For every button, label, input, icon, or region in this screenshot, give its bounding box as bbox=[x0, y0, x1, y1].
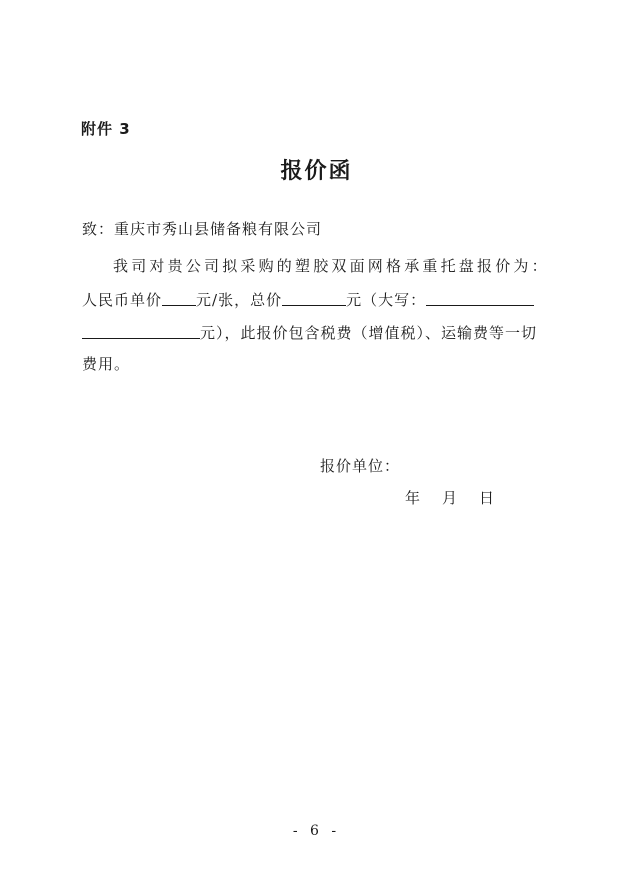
body-line-1: 我司对贵公司拟采购的塑胶双面网格承重托盘报价为： bbox=[113, 257, 550, 275]
date-month: 月 bbox=[442, 489, 458, 507]
date-day: 日 bbox=[479, 489, 495, 507]
unit-price-label: 人民币单价 bbox=[82, 291, 163, 309]
attachment-label: 附件 3 bbox=[81, 120, 131, 138]
body-line-4: 费用。 bbox=[82, 355, 131, 373]
body-line-3 bbox=[82, 322, 537, 343]
date-line bbox=[405, 487, 516, 508]
body-line-2 bbox=[82, 289, 534, 310]
page-number: - 6 - bbox=[292, 823, 341, 839]
total-price-blank[interactable] bbox=[282, 289, 346, 306]
capital-amount-blank-2[interactable] bbox=[82, 322, 200, 339]
page-title: 报价函 bbox=[280, 159, 353, 184]
unit-price-blank[interactable] bbox=[162, 289, 196, 306]
total-price-suffix: 元（大写： bbox=[346, 291, 427, 309]
unit-price-suffix: 元/张，总价 bbox=[196, 291, 283, 309]
capital-amount-blank-1[interactable] bbox=[426, 289, 534, 306]
date-year: 年 bbox=[405, 489, 421, 507]
quoting-unit-label: 报价单位： bbox=[320, 457, 401, 475]
capital-amount-suffix: 元），此报价包含税费（增值税）、运输费等一切 bbox=[200, 324, 538, 342]
recipient-line: 致：重庆市秀山县储备粮有限公司 bbox=[82, 220, 323, 238]
